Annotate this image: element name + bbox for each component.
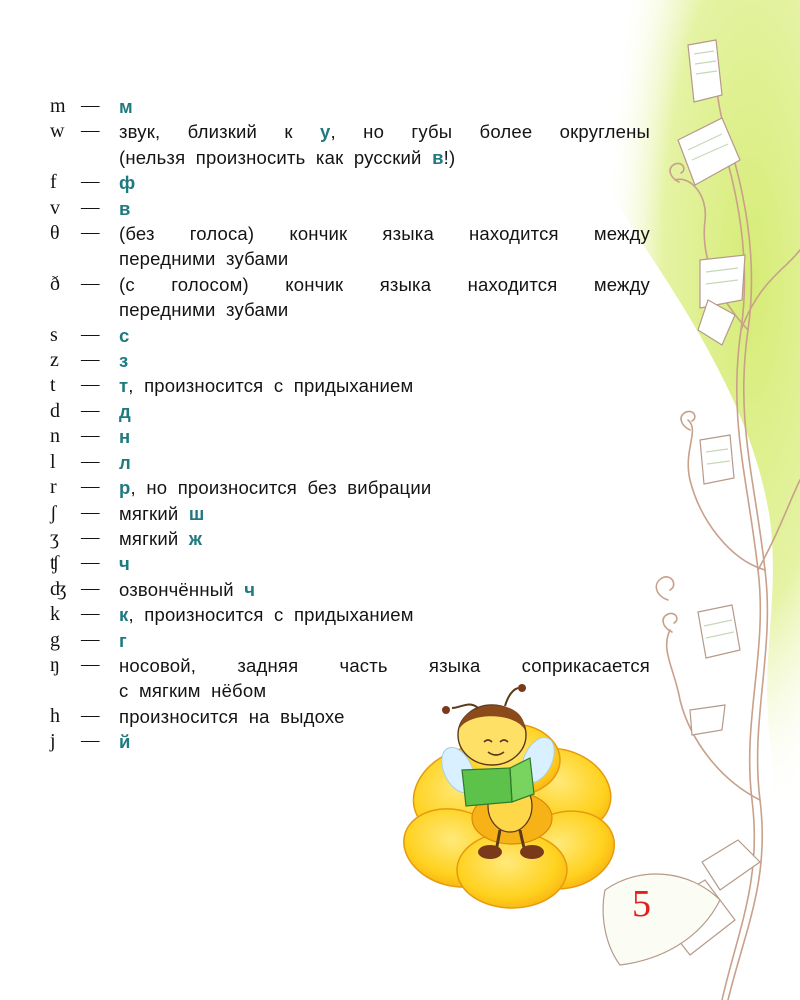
phoneme-description [119, 475, 650, 500]
description-continuation [119, 678, 650, 703]
phoneme-symbol: j [50, 730, 56, 753]
dash-separator: — [81, 197, 100, 218]
phoneme-description [119, 272, 650, 297]
description-continuation [119, 246, 650, 271]
phoneme-symbol: ʧ [50, 552, 60, 575]
phoneme-description [119, 729, 650, 754]
description-text: с мягким нёбом [119, 680, 267, 702]
phoneme-symbol: l [50, 450, 56, 473]
phoneme-row [50, 221, 650, 272]
phoneme-symbol: ʤ [50, 577, 67, 600]
dash-separator: — [81, 172, 100, 193]
phoneme-row [50, 272, 650, 323]
russian-equivalent-letter: г [119, 629, 127, 651]
dash-separator: — [81, 400, 100, 421]
phoneme-row [50, 526, 650, 551]
description-text: мягкий [119, 527, 189, 549]
phoneme-row [50, 323, 650, 348]
russian-equivalent-letter: й [119, 731, 131, 753]
phoneme-symbol: s [50, 323, 58, 346]
dash-separator: — [81, 96, 100, 116]
phoneme-symbol: z [50, 349, 59, 372]
russian-equivalent-letter: в [119, 197, 131, 219]
description-text: (с голосом) кончик языка находится между [119, 273, 650, 295]
russian-equivalent-letter: ф [119, 172, 136, 194]
russian-equivalent-letter: у [320, 121, 331, 143]
phoneme-description [119, 526, 650, 551]
phoneme-description [119, 94, 650, 119]
dash-separator: — [81, 324, 100, 345]
phoneme-description [119, 348, 650, 373]
phoneme-description [119, 373, 650, 398]
russian-equivalent-letter: к [119, 604, 129, 626]
description-continuation [119, 145, 650, 170]
phoneme-row [50, 602, 650, 627]
phoneme-description [119, 450, 650, 475]
phoneme-symbol: ʒ [50, 526, 59, 549]
phoneme-row [50, 551, 650, 576]
phoneme-description [119, 628, 650, 653]
phoneme-row [50, 170, 650, 195]
dash-separator: — [81, 604, 100, 625]
dash-separator: — [81, 223, 100, 244]
phoneme-description [119, 399, 650, 424]
phoneme-description [119, 501, 650, 526]
phoneme-row [50, 348, 650, 373]
dash-separator: — [81, 375, 100, 396]
description-text: передними зубами [119, 299, 289, 321]
dash-separator: — [81, 527, 100, 548]
description-text: произносится на выдохе [119, 705, 345, 727]
dash-separator: — [81, 426, 100, 447]
dash-separator: — [81, 477, 100, 498]
phoneme-symbol: w [50, 120, 65, 143]
russian-equivalent-letter: ж [188, 527, 203, 549]
phoneme-row [50, 196, 650, 221]
phoneme-symbol: ʃ [50, 501, 57, 524]
russian-equivalent-letter: д [119, 400, 131, 422]
russian-equivalent-letter: л [119, 451, 131, 473]
phoneme-row [50, 475, 650, 500]
description-text: , произносится с придыханием [128, 375, 414, 397]
phoneme-row [50, 501, 650, 526]
dash-separator: — [81, 629, 100, 650]
phoneme-row [50, 424, 650, 449]
description-text: передними зубами [119, 248, 289, 270]
phoneme-symbol: ð [50, 272, 60, 295]
russian-equivalent-letter: р [119, 477, 131, 499]
description-text: (нельзя произносить как русский [119, 146, 433, 168]
dash-separator: — [81, 451, 100, 472]
page-number: 5 [632, 883, 651, 925]
dash-separator: — [81, 350, 100, 371]
russian-equivalent-letter: ш [188, 502, 205, 524]
phoneme-row [50, 729, 650, 754]
phoneme-symbol: g [50, 628, 60, 651]
dash-separator: — [81, 273, 100, 294]
phoneme-description [119, 577, 650, 602]
phoneme-symbol: d [50, 399, 60, 422]
russian-equivalent-letter: ч [244, 578, 256, 600]
phoneme-symbol: n [50, 425, 60, 448]
description-text: , но произносится без вибрации [130, 477, 432, 499]
phoneme-description [119, 119, 650, 144]
phoneme-row [50, 373, 650, 398]
phoneme-symbol: t [50, 374, 56, 397]
description-continuation [119, 297, 650, 322]
russian-equivalent-letter: м [119, 96, 133, 117]
phoneme-symbol: θ [50, 222, 60, 245]
dash-separator: — [81, 705, 100, 726]
dash-separator: — [81, 121, 100, 142]
dash-separator: — [81, 654, 100, 675]
dash-separator: — [81, 731, 100, 752]
description-text: мягкий [119, 502, 189, 524]
phoneme-description [119, 323, 650, 348]
phoneme-row [50, 577, 650, 602]
dash-separator: — [81, 553, 100, 574]
description-text: !) [443, 146, 456, 168]
description-text: , но губы более округлены [330, 121, 650, 143]
phoneme-row [50, 653, 650, 704]
phoneme-symbol: ŋ [50, 653, 60, 676]
phoneme-symbol: k [50, 603, 60, 626]
phoneme-row [50, 119, 650, 170]
russian-equivalent-letter: т [119, 375, 129, 397]
russian-equivalent-letter: в [432, 146, 444, 168]
phoneme-row [50, 628, 650, 653]
description-text: озвончённый [119, 578, 245, 600]
phoneme-symbol: f [50, 171, 57, 194]
phoneme-row [50, 450, 650, 475]
description-text: (без голоса) кончик языка находится между [119, 223, 650, 245]
dash-separator: — [81, 502, 100, 523]
phoneme-symbol: h [50, 704, 60, 727]
description-text: звук, близкий к [119, 121, 321, 143]
phoneme-description [119, 424, 650, 449]
phoneme-description [119, 221, 650, 246]
description-text: , произносится с придыханием [128, 604, 414, 626]
russian-equivalent-letter: ч [119, 553, 130, 575]
phoneme-list [50, 94, 650, 755]
phoneme-symbol: r [50, 476, 57, 499]
dash-separator: — [81, 578, 100, 599]
russian-equivalent-letter: н [119, 426, 131, 448]
phoneme-description [119, 170, 650, 195]
phoneme-symbol: m [50, 95, 66, 117]
phoneme-description [119, 551, 650, 576]
phoneme-description [119, 196, 650, 221]
phoneme-row [50, 94, 650, 119]
phoneme-row [50, 399, 650, 424]
phoneme-row [50, 704, 650, 729]
description-text: носовой, задняя часть языка соприкасается [119, 654, 650, 676]
phoneme-description [119, 653, 650, 678]
phoneme-symbol: v [50, 196, 60, 219]
russian-equivalent-letter: с [119, 324, 130, 346]
russian-equivalent-letter: з [119, 350, 129, 372]
phoneme-description [119, 602, 650, 627]
phoneme-description [119, 704, 650, 729]
